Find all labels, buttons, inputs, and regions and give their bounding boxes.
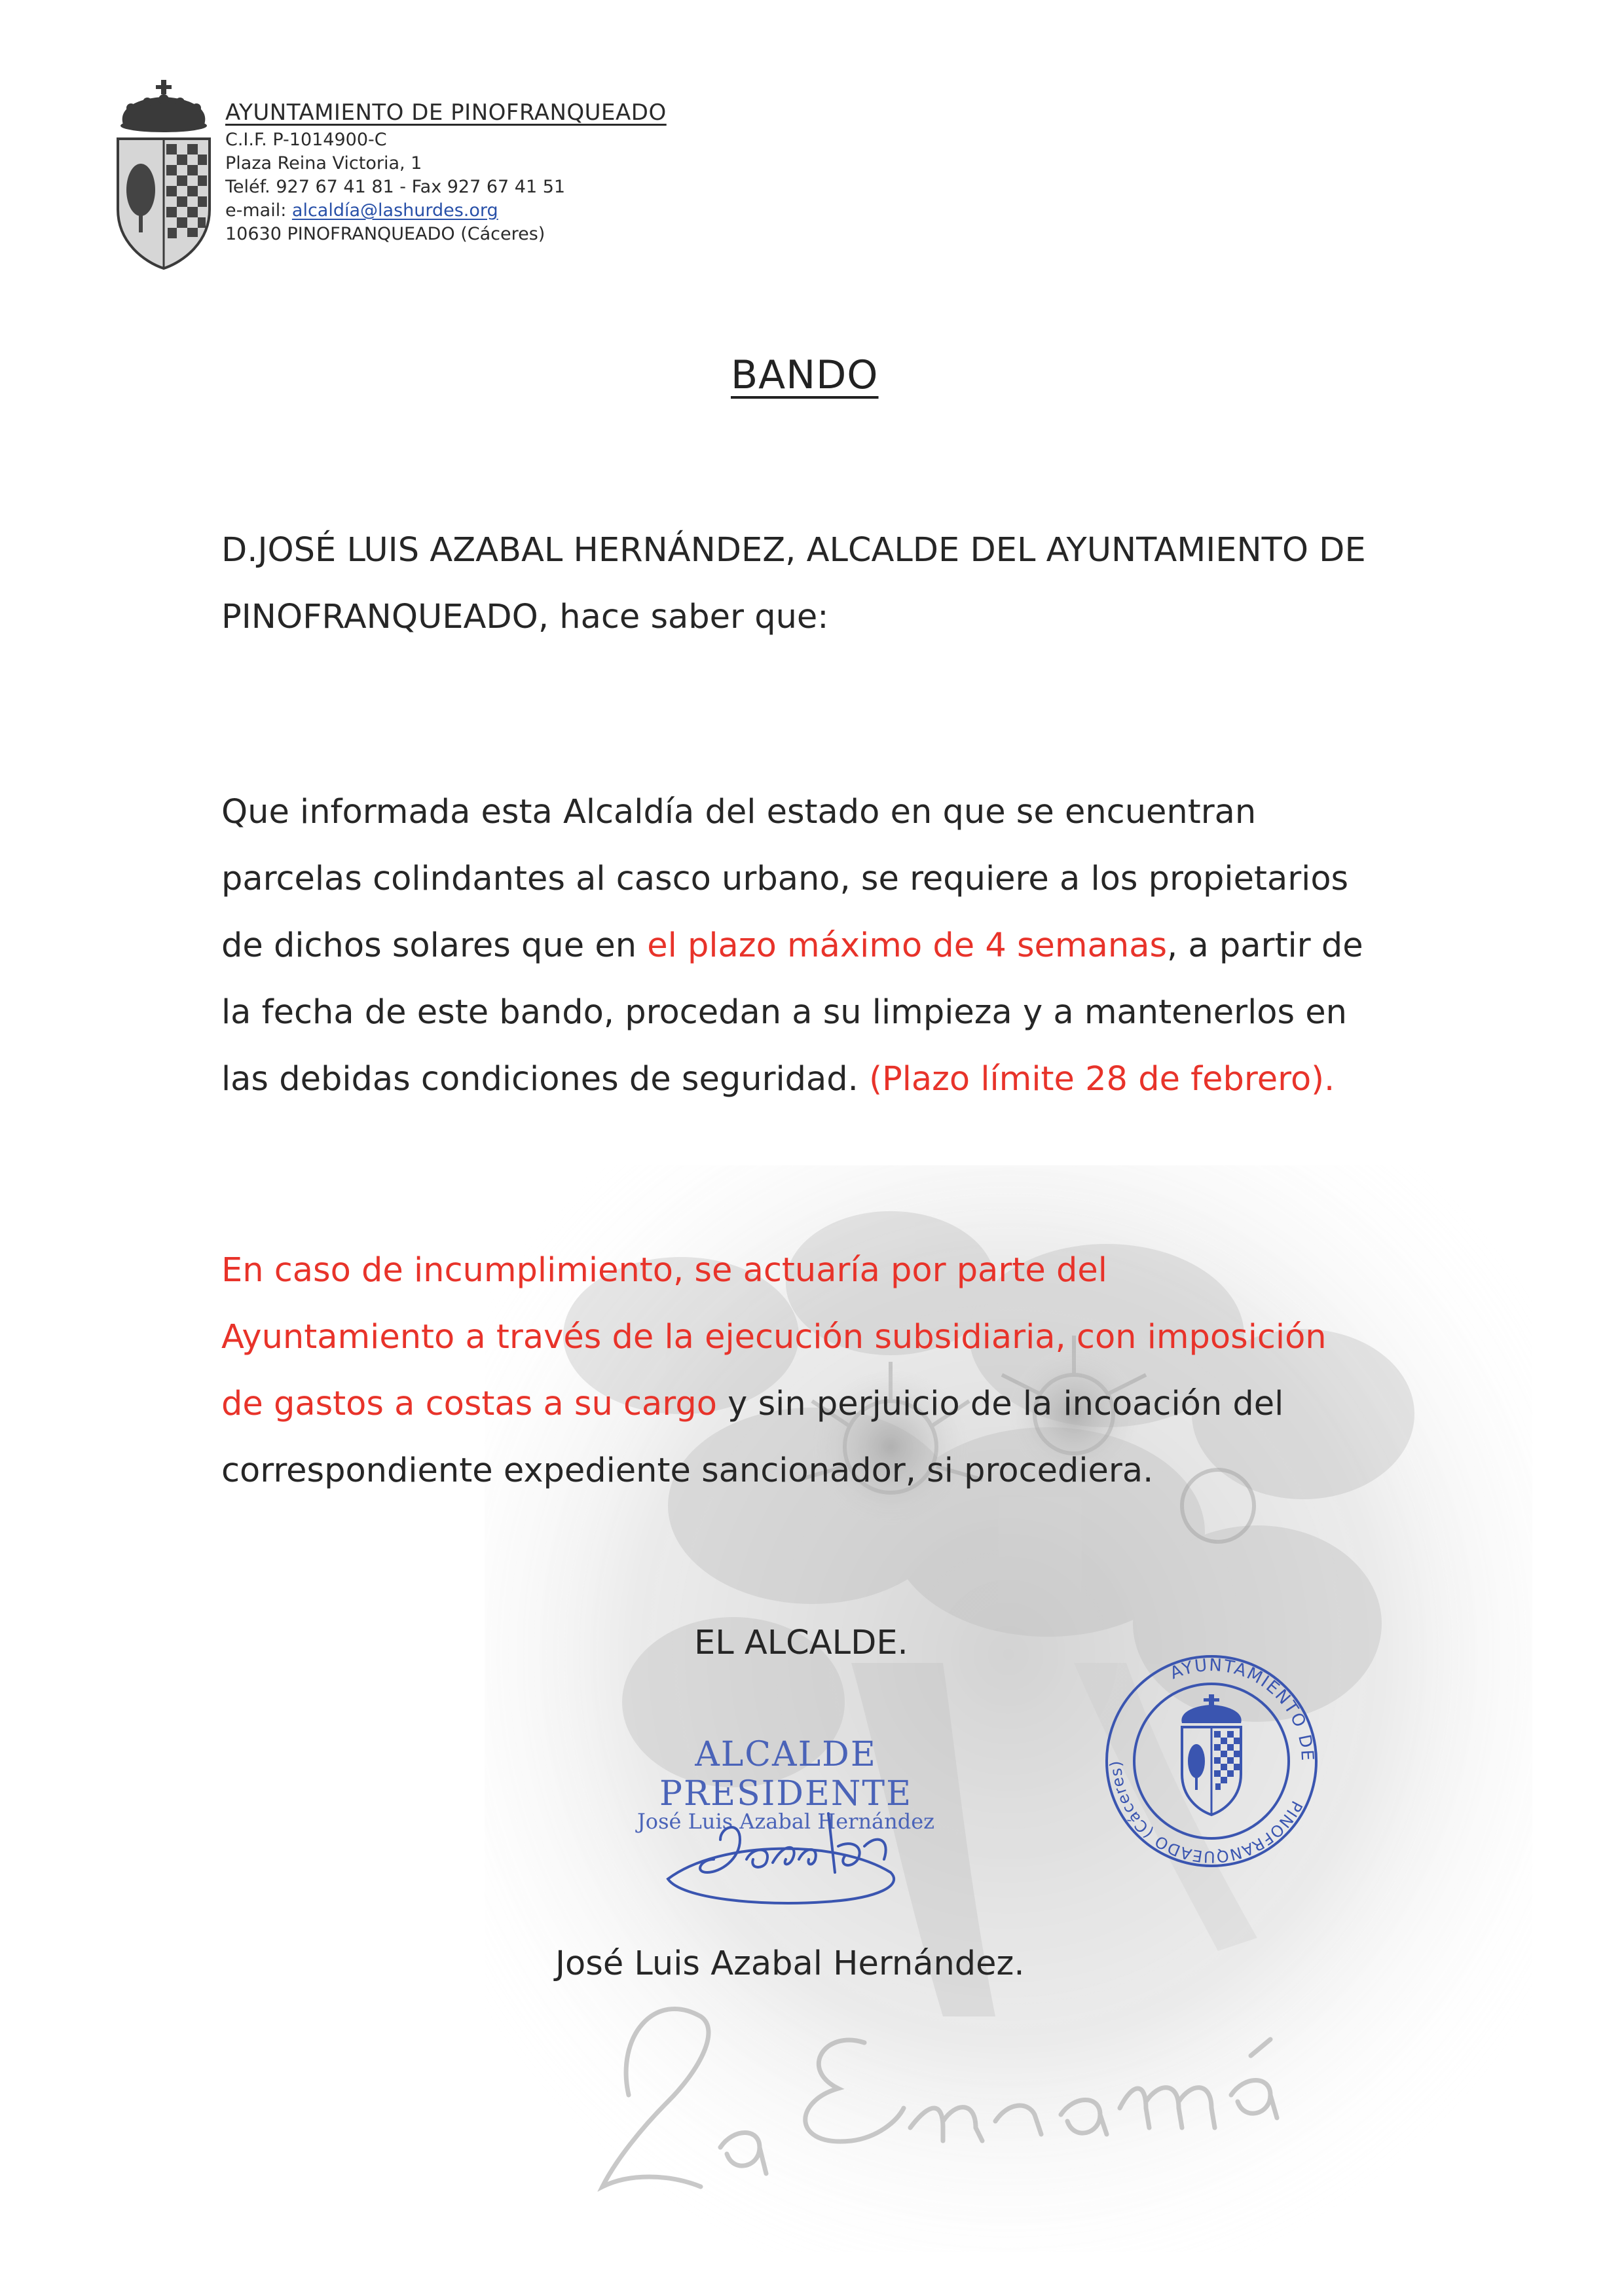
- email-label: e-mail:: [225, 200, 287, 221]
- deadline-date-highlight: (Plazo límite 28 de febrero).: [869, 1060, 1335, 1099]
- paragraph-line: parcelas colindantes al casco urbano, se requiere a los propietarios: [221, 860, 1349, 898]
- closing-title: EL ALCALDE.: [694, 1624, 908, 1662]
- paragraph-line: la fecha de este bando, procedan a su limpieza y a mantenerlos en: [221, 993, 1347, 1032]
- penalty-paragraph: [221, 1237, 1413, 1504]
- organization-name: AYUNTAMIENTO DE PINOFRANQUEADO: [225, 100, 667, 126]
- stamp-title: ALCALDE PRESIDENTE: [659, 1735, 913, 1813]
- phone-fax-line: Teléf. 927 67 41 81 - Fax 927 67 41 51: [225, 177, 566, 197]
- cif-line: C.I.F. P-1014900-C: [225, 130, 387, 150]
- email-link[interactable]: alcaldía@lashurdes.org: [291, 200, 498, 221]
- paragraph-line: Que informada esta Alcaldía del estado en que se encuentran: [221, 793, 1257, 831]
- municipal-coat-of-arms-icon: [111, 79, 216, 275]
- intro-line: PINOFRANQUEADO, hace saber que:: [221, 598, 829, 636]
- paragraph-line: [221, 1371, 1413, 1438]
- notice-paragraph: [221, 779, 1413, 1113]
- municipal-seal-icon: [1100, 1650, 1323, 1872]
- stamp-name: José Luis Azabal Hernández: [637, 1809, 935, 1834]
- paragraph-line: Ayuntamiento a través de la ejecución subsidiaria, con imposición: [221, 1318, 1327, 1357]
- intro-line: D.JOSÉ LUIS AZABAL HERNÁNDEZ, ALCALDE DEL AYUNTAMIENTO DE: [221, 531, 1366, 570]
- text-span: de dichos solares que en: [221, 926, 648, 965]
- handwritten-signature: [642, 1800, 917, 1931]
- svg-text:PINOFRANQUEADO (Cáceres): PINOFRANQUEADO (Cáceres): [1106, 1760, 1306, 1867]
- svg-text:AYUNTAMIENTO DE: AYUNTAMIENTO DE: [1167, 1655, 1318, 1762]
- paragraph-line: En caso de incumplimiento, se actuaría por parte del: [221, 1251, 1107, 1290]
- signer-name: José Luis Azabal Hernández.: [555, 1944, 1025, 1983]
- paragraph-line: [221, 1046, 1413, 1113]
- text-span: las debidas condiciones de seguridad.: [221, 1060, 870, 1099]
- letterhead: [225, 100, 815, 246]
- address-line: Plaza Reina Victoria, 1: [225, 153, 422, 173]
- deadline-highlight: el plazo máximo de 4 semanas: [647, 926, 1168, 965]
- document-title: BANDO: [731, 352, 879, 398]
- postal-line: 10630 PINOFRANQUEADO (Cáceres): [225, 224, 545, 244]
- text-span: , a partir de: [1167, 926, 1363, 965]
- intro-paragraph: [221, 517, 1413, 651]
- paragraph-line: [221, 913, 1413, 979]
- paragraph-line: correspondiente expediente sancionador, si procediera.: [221, 1451, 1154, 1490]
- costs-highlight: de gastos a costas a su cargo: [221, 1385, 717, 1423]
- email-line: [225, 199, 815, 223]
- text-span: y sin perjuicio de la incoación del: [716, 1385, 1284, 1423]
